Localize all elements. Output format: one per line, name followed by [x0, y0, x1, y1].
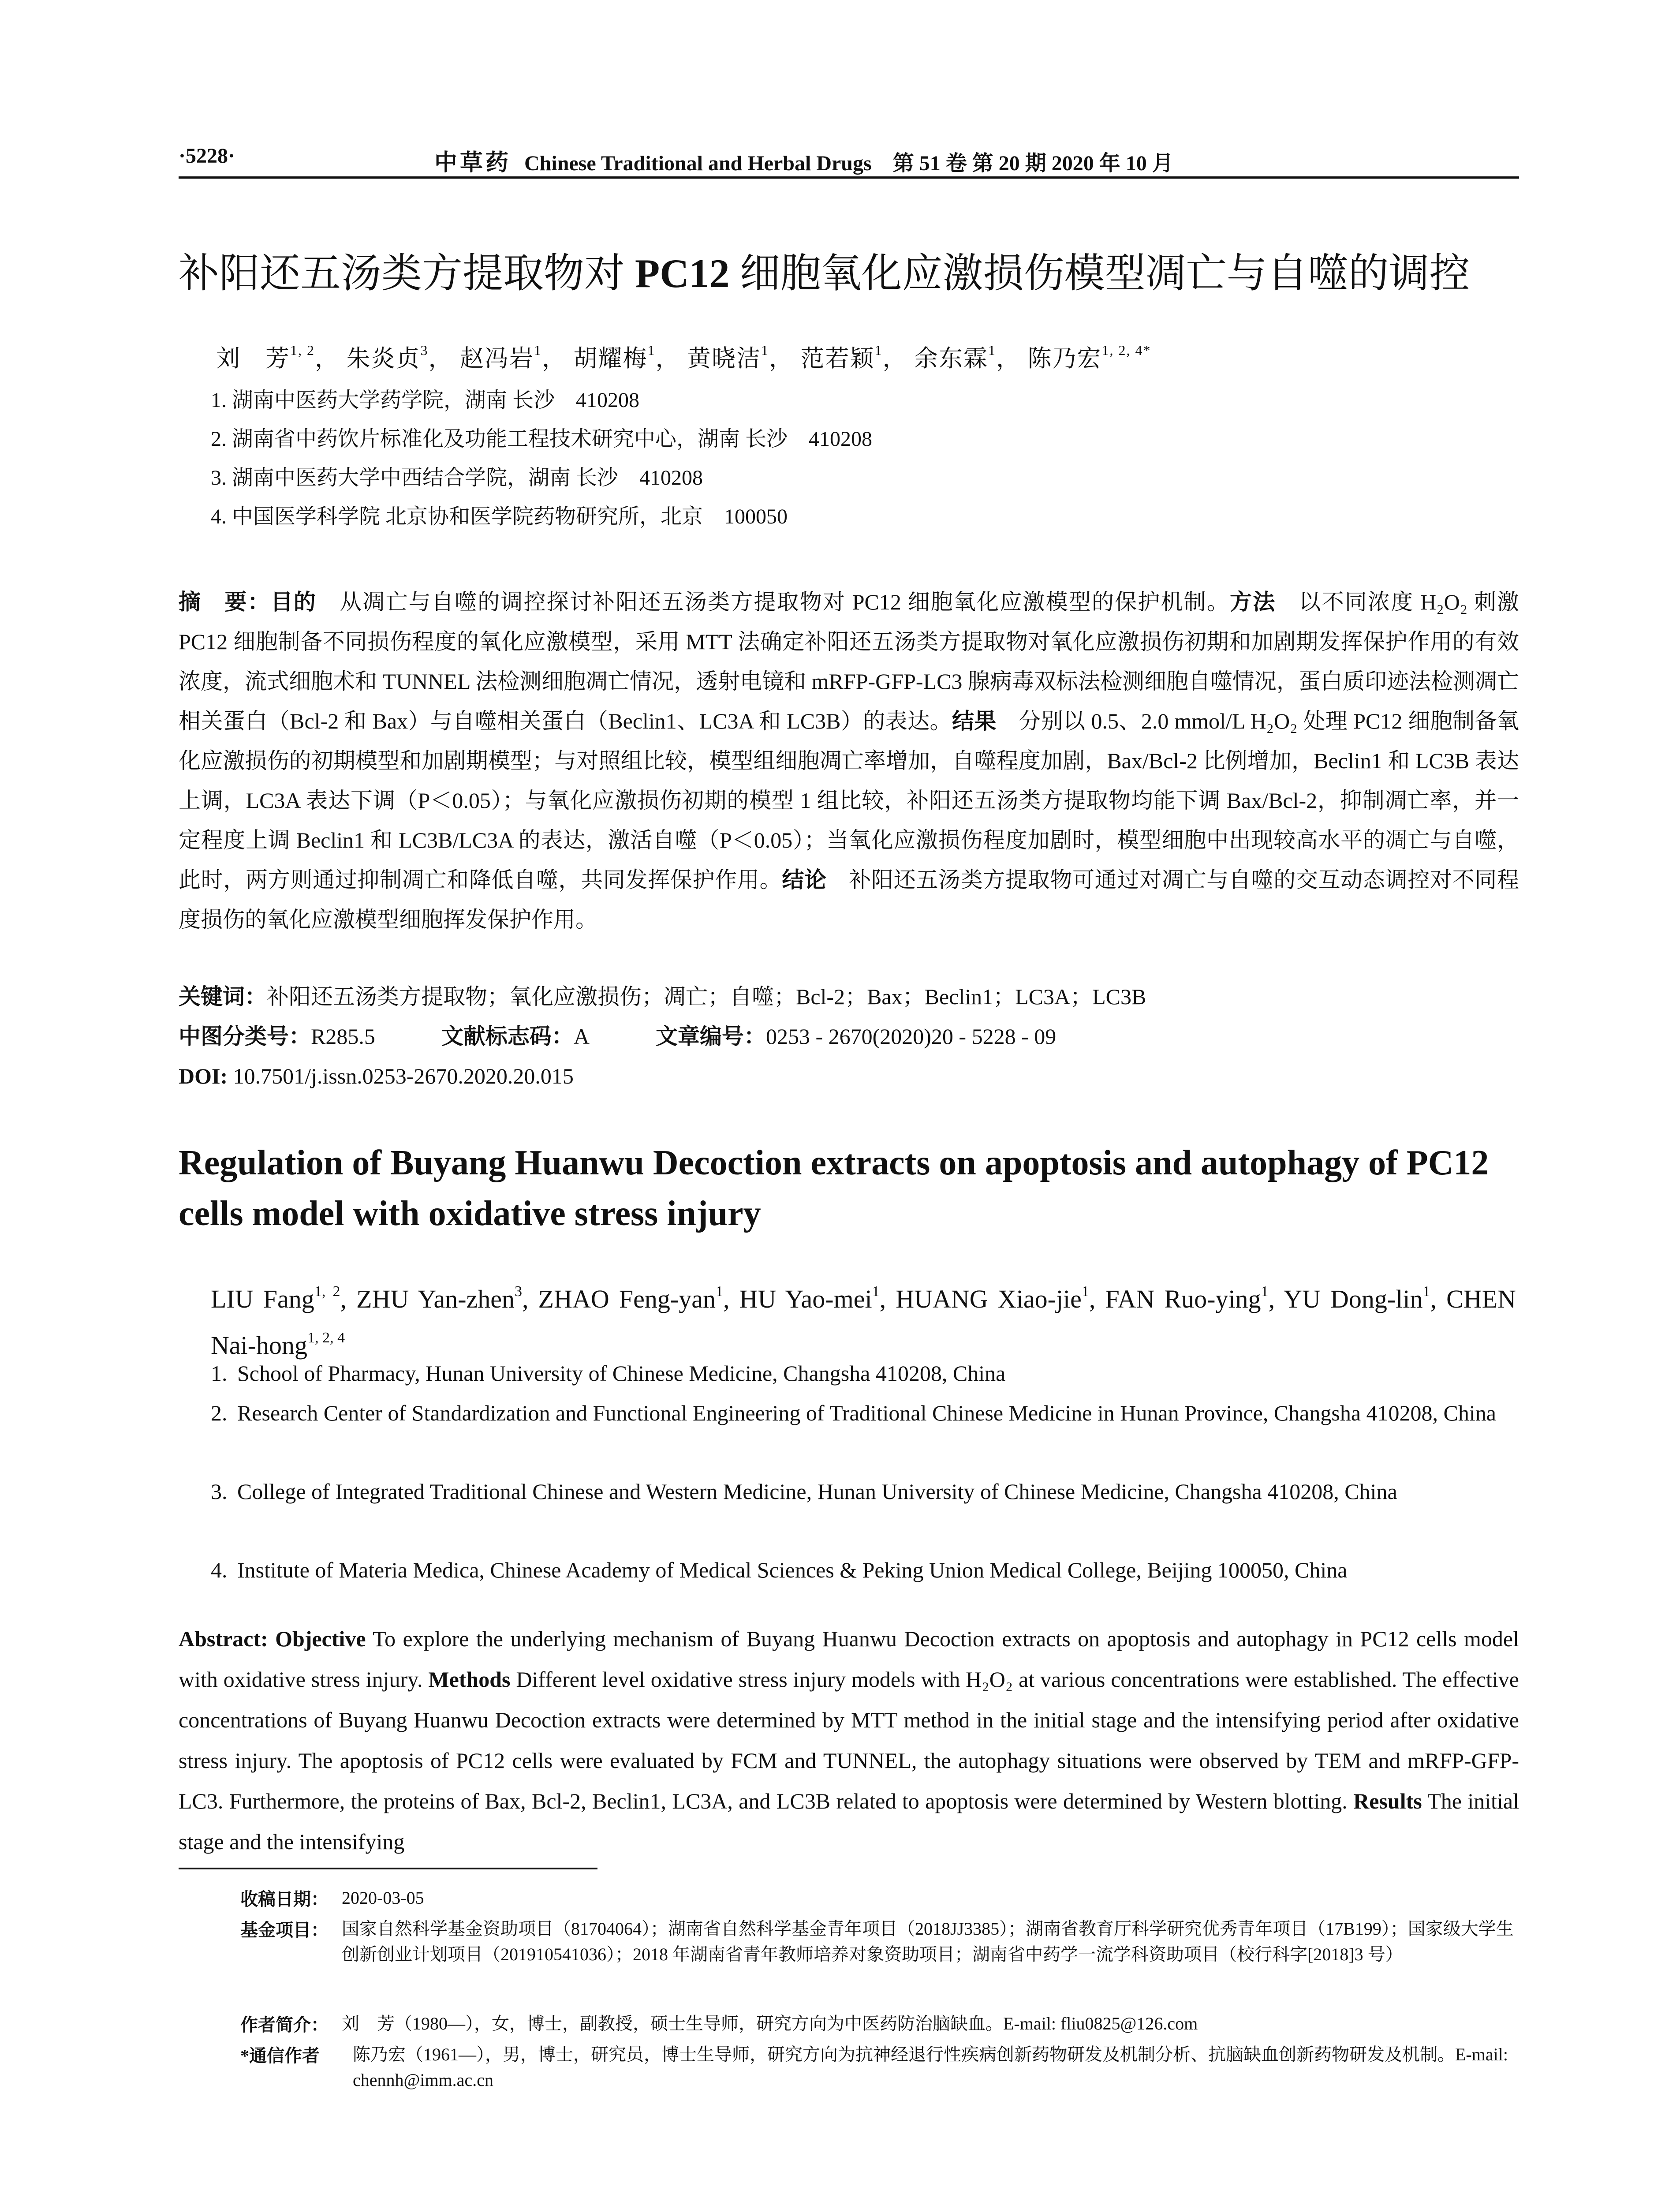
author: 范若颖: [800, 345, 875, 372]
en-affiliation: 1. School of Pharmacy, Hunan University of Chinese Medicine, Changsha 410208, China: [211, 1361, 1006, 1386]
cn-affiliation: 3. 湖南中医药大学中西结合学院，湖南 长沙 410208: [211, 466, 703, 490]
journal-name-cn: 中草药: [434, 150, 511, 176]
journal-name-en: Chinese Traditional and Herbal Drugs: [524, 152, 872, 175]
footnote-label: 收稿日期：: [240, 1889, 329, 1909]
footnote-label: 作者简介：: [240, 2015, 329, 2035]
keywords: 关键词：补阳还五汤类方提取物；氧化应激损伤；凋亡；自噬；Bcl-2；Bax；Beclin1；LC3A；LC3B: [179, 984, 1146, 1009]
author: 赵冯岩: [460, 345, 534, 372]
footnote-author-bio: 刘 芳（1980—），女，博士，副教授，硕士生导师，研究方向为中医药防治脑缺血。E-mail: fliu0825@126.com: [342, 2014, 1198, 2033]
chinese-title: 补阳还五汤类方提取物对 PC12 细胞氧化应激损伤模型凋亡与自噬的调控: [179, 251, 1470, 296]
author: 胡耀梅: [573, 345, 648, 372]
classification-line: 中图分类号：R285.5 文献标志码：A 文章编号：0253 - 2670(2020)20 - 5228 - 09: [179, 1024, 1057, 1049]
header-divider: [179, 176, 1519, 179]
author: 朱炎贞: [346, 345, 421, 372]
author: 黄晓洁: [687, 345, 761, 372]
author: 余东霖: [914, 345, 988, 372]
footnote-received: 2020-03-05: [342, 1888, 424, 1908]
en-affiliation: 3. College of Integrated Traditional Chinese and Western Medicine, Hunan University of Chinese Medicine, Changsha 410208, China: [211, 1479, 1397, 1504]
author: 陈乃宏: [1027, 345, 1102, 372]
cn-affiliation: 1. 湖南中医药大学药学院，湖南 长沙 410208: [211, 389, 640, 412]
cn-affiliation: 2. 湖南省中药饮片标准化及功能工程技术研究中心，湖南 长沙 410208: [211, 427, 873, 451]
page-number: ·5228·: [179, 144, 235, 168]
journal-issue: 第 51 卷 第 20 期 2020 年 10 月: [892, 152, 1173, 175]
journal-info: [434, 144, 1173, 177]
chinese-authors: 刘 芳$^{1, 2}$， 朱炎贞$^3$， 赵冯岩$^1$， 胡耀梅$^1$， 黄晓洁$^1$， 范若颖$^1$， 余东霖$^1$， 陈乃宏$^{1, 2, 4*}$: [216, 342, 1151, 372]
chinese-abstract: 摘 要：目的 从凋亡与自噬的调控探讨补阳还五汤类方提取物对 PC12 细胞氧化应激模型的保护机制。方法 以不同浓度 H₂O₂ 刺激 PC12 细胞制备不同损伤程度的氧化应激模型，采用 MTT 法确定补阳还五汤类方提取物对氧化应激损伤初期和加剧期发挥保护作用的有效浓度，流式细胞术和 TUNNEL 法检测细胞凋亡情况，透射电镜和 mRFP-GFP-LC3 腺病毒双标法检测细胞自噬情况，蛋白质印迹法检测凋亡相关蛋白（Bcl-2 和 Bax）与自噬相关蛋白（Beclin1、LC3A 和 LC3B）的表达。结果 分别以 0.5、2.0 mmol/L H₂O₂ 处理 PC12 细胞制备氧化应激损伤的初期模型和加剧期模型；与对照组比较，模型组细胞凋亡率增加，自噬程度加剧，Bax/Bcl-2 比例增加，Beclin1 和 LC3B 表达上调，LC3A 表达下调（P＜0.05）；与氧化应激损伤初期的模型 1 组比较，补阳还五汤类方提取物均能下调 Bax/Bcl-2，抑制凋亡率，并一定程度上调 Beclin1 和 LC3B/LC3A 的表达，激活自噬（P＜0.05）；当氧化应激损伤程度加剧时，模型细胞中出现较高水平的凋亡与自噬，此时，两方则通过抑制凋亡和降低自噬，共同发挥保护作用。结论 补阳还五汤类方提取物可通过对凋亡与自噬的交互动态调控对不同程度损伤的氧化应激模型细胞挥发保护作用。: [179, 590, 1519, 932]
english-authors: LIU Fang$^{1, 2}$, ZHU Yan-zhen$^3$, ZHAO Feng-yan$^1$, HU Yao-mei$^1$, HUANG Xiao-jie$^1$, FAN Ruo-ying$^1$, YU Dong-lin$^1$, CHEN Nai-hong$^{1, 2, 4}$: [211, 1283, 1516, 1360]
en-affiliation: 2. Research Center of Standardization and Functional Engineering of Traditional Chinese Medicine in Hunan Province, Changsha 410208, China: [211, 1401, 1496, 1425]
en-affiliation: 4. Institute of Materia Medica, Chinese Academy of Medical Sciences & Peking Union Medical College, Beijing 100050, China: [211, 1558, 1348, 1582]
author: 刘 芳: [216, 345, 290, 372]
footnote-label: 基金项目：: [240, 1920, 329, 1940]
running-header: [179, 140, 1519, 176]
doi: DOI: 10.7501/j.issn.0253-2670.2020.20.015: [179, 1064, 574, 1088]
cn-affiliation: 4. 中国医学科学院 北京协和医学院药物研究所，北京 100050: [211, 505, 788, 528]
english-title: Regulation of Buyang Huanwu Decoction extracts on apoptosis and autophagy of PC12 cells model with oxidative stress injury: [179, 1144, 1489, 1233]
footnote-divider: [179, 1868, 597, 1869]
english-abstract: Abstract: Objective To explore the underlying mechanism of Buyang Huanwu Decoction extracts on apoptosis and autophagy in PC12 cells model with oxidative stress injury. Methods Different level oxidative stress injury models with H₂O₂ at various concentrations were established. The effective concentrations of Buyang Huanwu Decoction extracts were determined by MTT method in the initial stage and the intensifying period after oxidative stress injury. The apoptosis of PC12 cells were evaluated by FCM and TUNNEL, the autophagy situations were observed by TEM and mRFP-GFP-LC3. Furthermore, the proteins of Bax, Bcl-2, Beclin1, LC3A, and LC3B related to apoptosis were determined by Western blotting. Results The initial stage and the intensifying: [179, 1626, 1519, 1854]
footnote-corresponding-author: 陈乃宏（1961—），男，博士，研究员，博士生导师，研究方向为抗神经退行性疾病创新药物研发及机制分析、抗脑缺血创新药物研发及机制。E-mail: chennh@imm.ac.cn: [353, 2044, 1508, 2090]
footnote-funding: 国家自然科学基金资助项目（81704064）；湖南省自然科学基金青年项目（2018JJ3385）；湖南省教育厅科学研究优秀青年项目（17B199）；国家级大学生创新创业计划项目（201910541036）；2018 年湖南省青年教师培养对象资助项目；湖南省中药学一流学科资助项目（校行科字[2018]3 号）: [342, 1919, 1514, 1964]
footnote-label: *通信作者: [240, 2046, 320, 2066]
